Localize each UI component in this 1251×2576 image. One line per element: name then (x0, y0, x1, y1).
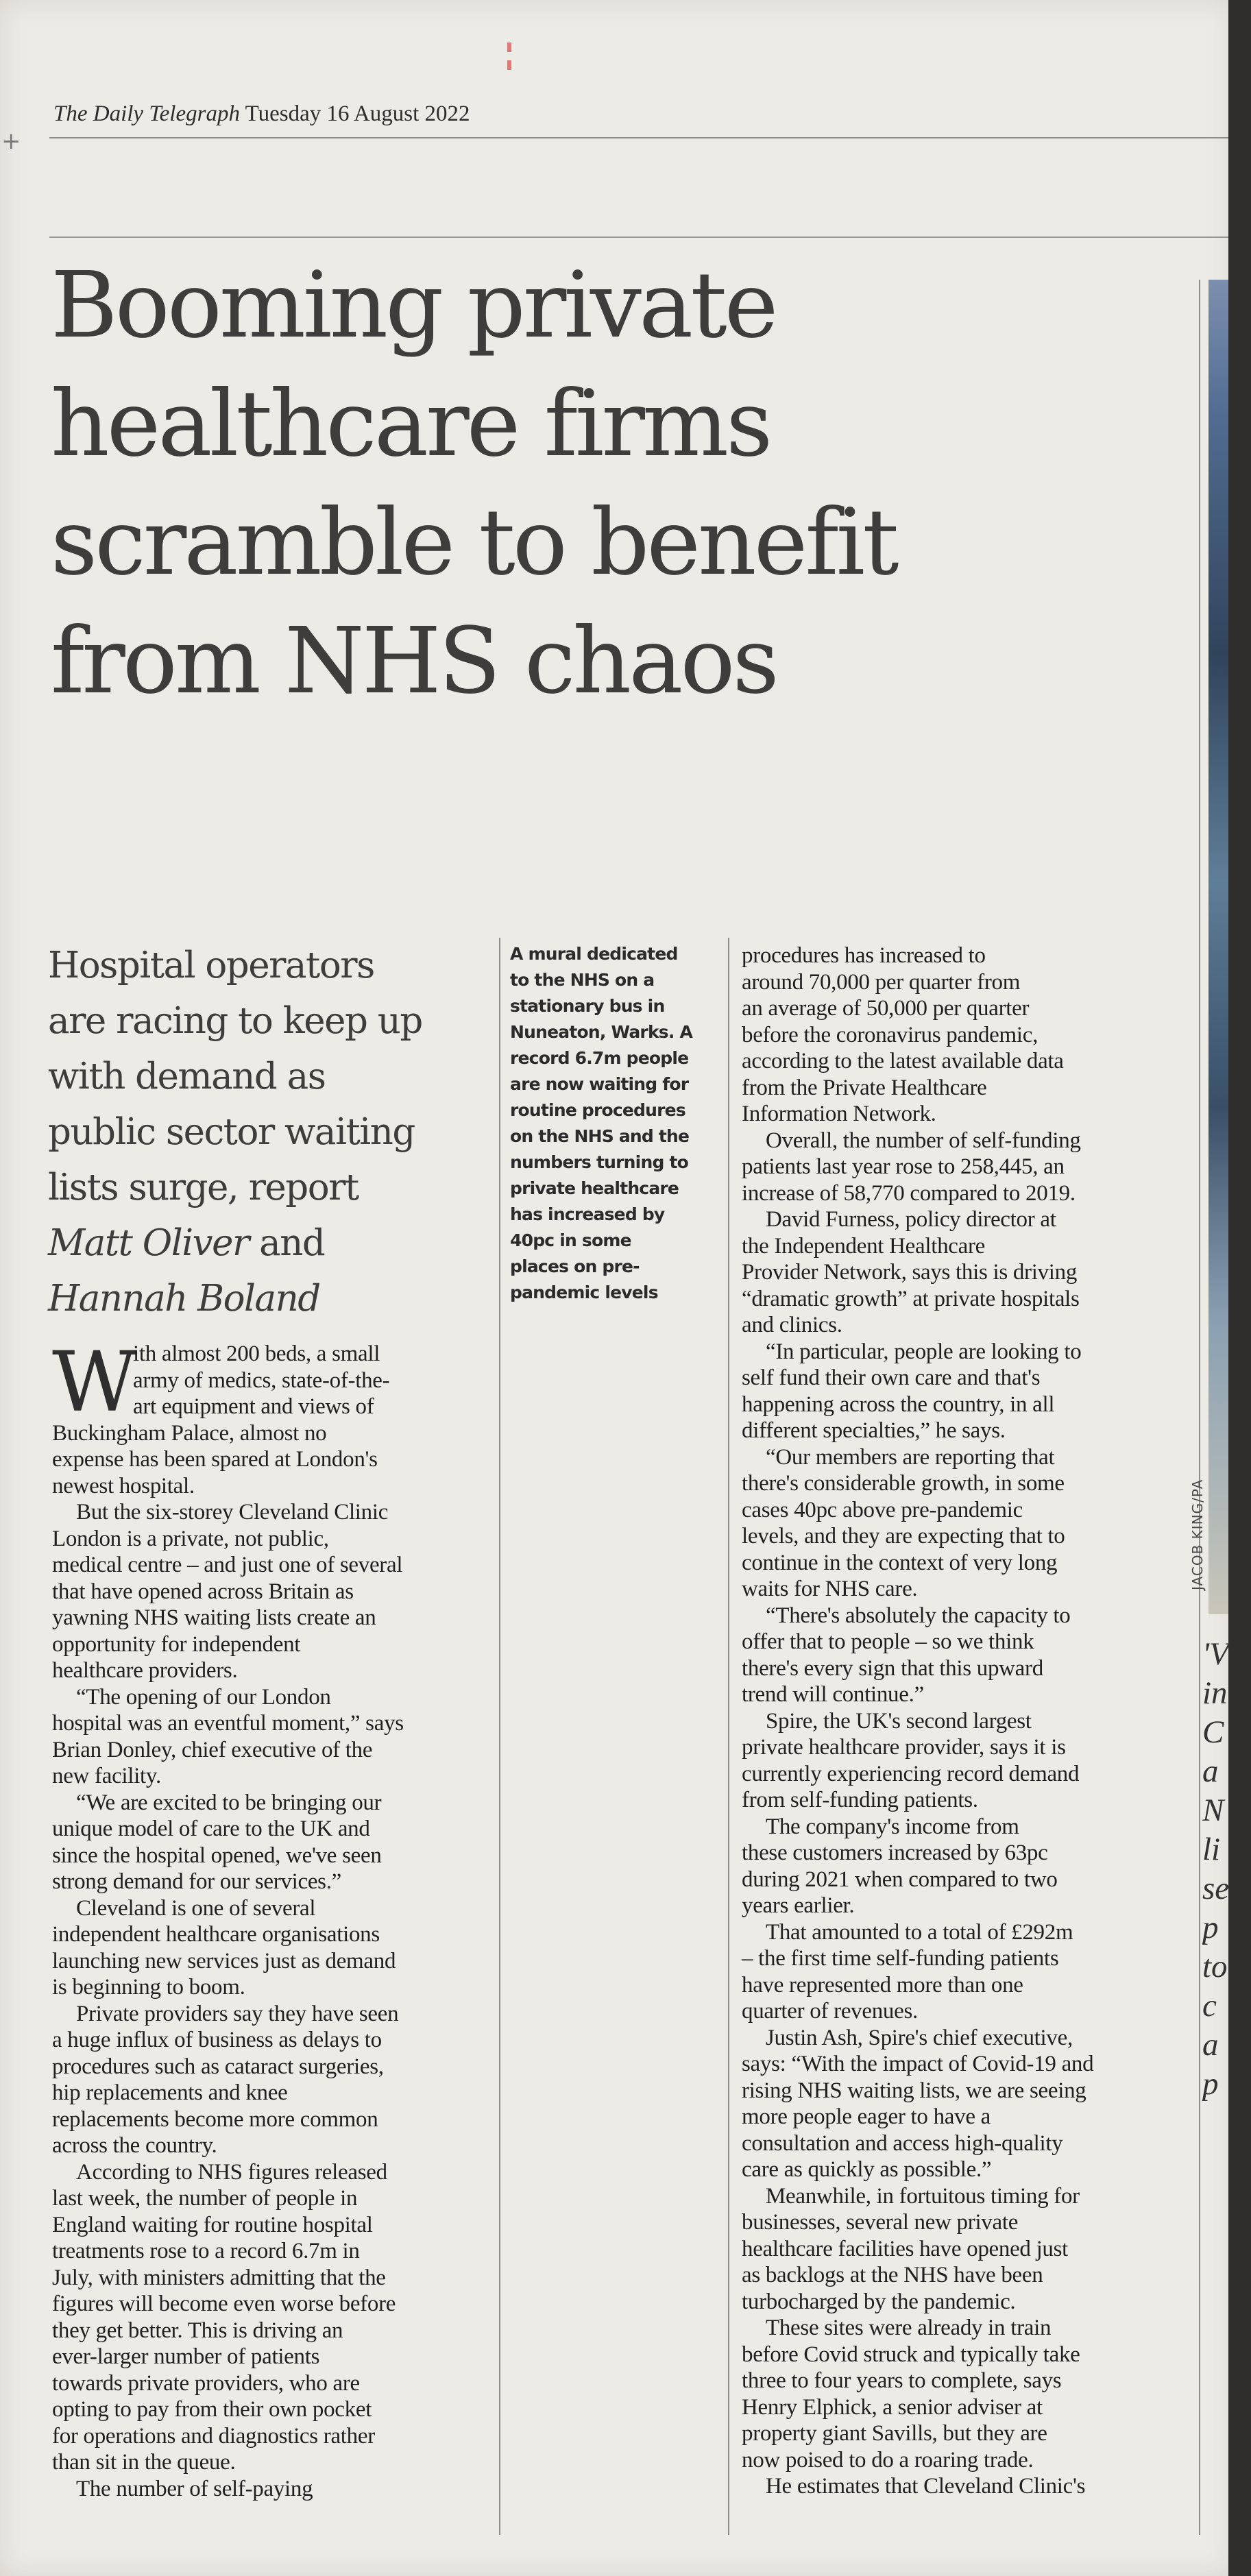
fragment-line: 'V (1202, 1636, 1229, 1672)
body-line: Provider Network, says this is driving (742, 1260, 1078, 1285)
body-line: newest hospital. (52, 1473, 195, 1498)
body-line: That amounted to a total of £292m (766, 1919, 1073, 1945)
body-line: figures will become even worse before (52, 2292, 396, 2316)
body-line: “Our members are reporting that (766, 1444, 1055, 1470)
body-line: consultation and access high-quality (742, 2130, 1063, 2156)
byline-conjunction: and (259, 1222, 325, 1264)
body-line: treatments rose to a record 6.7m in (52, 2239, 360, 2263)
body-line: strong demand for our services.” (52, 1869, 342, 1894)
body-line: continue in the context of very long (742, 1550, 1058, 1575)
body-line: that have opened across Britain as (52, 1579, 354, 1604)
body-line: Meanwhile, in fortuitous timing for (766, 2183, 1080, 2209)
body-line: opting to pay from their own pocket (52, 2397, 372, 2422)
fragment-line: c (1202, 1988, 1217, 2024)
body-line: “We are excited to be bringing our (76, 1790, 382, 1815)
body-line: says: “With the impact of Covid-19 and (742, 2052, 1094, 2076)
body-line: there's considerable growth, in some (742, 1471, 1065, 1496)
body-line: and clinics. (742, 1313, 842, 1337)
standfirst (48, 938, 487, 1326)
drop-cap: W (52, 1334, 138, 1431)
body-line: healthcare facilities have opened just (742, 2236, 1069, 2261)
body-line: procedures has increased to (742, 943, 986, 968)
masthead-date: Tuesday 16 August 2022 (245, 101, 470, 126)
body-line: happening across the country, in all (742, 1392, 1055, 1417)
fragment-line: p (1202, 1910, 1219, 1945)
caption-line: A mural dedicated (510, 944, 678, 964)
body-line: during 2021 when compared to two (742, 1867, 1058, 1892)
body-line: according to the latest available data (742, 1049, 1064, 1073)
body-line: “dramatic growth” at private hospitals (742, 1286, 1080, 1311)
body-line: The number of self-paying (76, 2476, 313, 2501)
column-rule (728, 938, 729, 2535)
body-line: cases 40pc above pre-pandemic (742, 1497, 1023, 1522)
body-line: now poised to do a roaring trade. (742, 2447, 1034, 2472)
body-line: property giant Savills, but they are (742, 2421, 1047, 2446)
body-line: years earlier. (742, 1893, 855, 1918)
fragment-line: C (1202, 1714, 1224, 1750)
photo-caption (510, 941, 719, 1306)
fragment-line: N (1202, 1793, 1224, 1828)
fragment-line: to (1202, 1949, 1228, 1984)
body-line: a huge influx of business as delays to (52, 2028, 382, 2052)
body-line: as backlogs at the NHS have been (742, 2263, 1043, 2287)
body-line: they get better. This is driving an (52, 2318, 343, 2343)
caption-line: to the NHS on a (510, 970, 655, 990)
body-line: art equipment and views of (133, 1394, 374, 1419)
body-line: ever-larger number of patients (52, 2344, 320, 2369)
body-line: is beginning to boom. (52, 1975, 245, 2000)
caption-line: record 6.7m people (510, 1048, 689, 1068)
body-line: “The opening of our London (76, 1684, 331, 1710)
body-line: levels, and they are expecting that to (742, 1524, 1065, 1548)
body-line: around 70,000 per quarter from (742, 969, 1021, 995)
body-line: three to four years to complete, says (742, 2368, 1062, 2393)
photo-edge (1209, 280, 1228, 1614)
body-line: Information Network. (742, 1102, 936, 1126)
caption-line: has increased by (510, 1204, 665, 1224)
adjacent-article-fragment (1202, 1635, 1230, 2104)
body-line: Henry Elphick, a senior adviser at (742, 2394, 1043, 2420)
body-line: medical centre – and just one of several (52, 1553, 403, 1577)
body-line: replacements become more common (52, 2106, 378, 2132)
fragment-line: a (1202, 1753, 1219, 1789)
body-line: an average of 50,000 per quarter (742, 996, 1030, 1021)
body-line: unique model of care to the UK and (52, 1816, 370, 1841)
body-line: Brian Donley, chief executive of the (52, 1737, 373, 1762)
body-line: Spire, the UK's second largest (766, 1708, 1032, 1734)
body-line: Cleveland is one of several (76, 1895, 316, 1921)
body-line: these customers increased by 63pc (742, 1840, 1048, 1865)
body-line: These sites were already in train (766, 2316, 1052, 2340)
photo-credit: JACOB KING/PA (1189, 1479, 1206, 1590)
crop-mark-icon: + (1, 127, 21, 155)
article-column-2 (742, 943, 1180, 2500)
body-line: more people eager to have a (742, 2104, 991, 2129)
caption-line: are now waiting for (510, 1074, 689, 1094)
body-line: London is a private, not public, (52, 1526, 329, 1551)
body-line: private healthcare provider, says it is (742, 1735, 1066, 1760)
masthead-rule (49, 137, 1228, 138)
caption-line: on the NHS and the (510, 1126, 690, 1146)
body-line: new facility. (52, 1764, 161, 1788)
body-line: “There's absolutely the capacity to (766, 1603, 1071, 1628)
body-line: But the six-storey Cleveland Clinic (76, 1500, 389, 1524)
body-line: army of medics, state-of-the- (133, 1368, 390, 1393)
body-line: ith almost 200 beds, a small (133, 1341, 380, 1366)
article-column-1 (52, 1334, 491, 2502)
fragment-line: a (1202, 2027, 1219, 2063)
body-line: Justin Ash, Spire's chief executive, (766, 2025, 1073, 2050)
fragment-line: se (1202, 1871, 1230, 1906)
body-line: patients last year rose to 258,445, an (742, 1154, 1065, 1179)
headline-line: healthcare firms (51, 372, 770, 477)
body-line: quarter of revenues. (742, 1999, 918, 2024)
body-line: The company's income from (766, 1814, 1019, 1839)
body-line: David Furness, policy director at (766, 1207, 1056, 1232)
headline-line: Booming private (51, 253, 776, 359)
body-line: from self-funding patients. (742, 1788, 978, 1812)
body-line: England waiting for routine hospital (52, 2212, 373, 2237)
standfirst-line: are racing to keep up (48, 1000, 422, 1042)
fragment-line: p (1202, 2066, 1219, 2102)
body-line: from the Private Healthcare (742, 1075, 987, 1100)
standfirst-line: Hospital operators (48, 945, 374, 986)
body-line: opportunity for independent (52, 1631, 301, 1657)
body-line: independent healthcare organisations (52, 1922, 380, 1947)
body-line: hip replacements and knee (52, 2080, 288, 2105)
body-line: procedures such as cataract surgeries, (52, 2054, 384, 2079)
body-line: He estimates that Cleveland Clinic's (766, 2474, 1086, 2499)
scanner-edge (1228, 0, 1251, 2576)
caption-line: numbers turning to (510, 1152, 688, 1172)
standfirst-line: with demand as (48, 1056, 326, 1097)
body-line: Private providers say they have seen (76, 2001, 399, 2026)
caption-line: 40pc in some (510, 1230, 631, 1250)
headline-line: from NHS chaos (51, 609, 777, 714)
body-line: healthcare providers. (52, 1658, 238, 1683)
masthead (53, 101, 470, 127)
standfirst-line: public sector waiting (48, 1111, 415, 1153)
caption-line: stationary bus in (510, 996, 665, 1016)
body-line: – the first time self-funding patients (742, 1946, 1059, 1971)
body-line: offer that to people – so we think (742, 1629, 1034, 1654)
headline-line: scramble to benefit (51, 490, 897, 596)
body-line: rising NHS waiting lists, we are seeing (742, 2078, 1086, 2103)
body-line: turbocharged by the pandemic. (742, 2289, 1016, 2314)
standfirst-line: lists surge, report (48, 1167, 359, 1208)
body-line: increase of 58,770 compared to 2019. (742, 1180, 1076, 1206)
caption-line: private healthcare (510, 1178, 679, 1198)
body-line: Buckingham Palace, almost no (52, 1420, 327, 1446)
masthead-paper-name: The Daily Telegraph (53, 101, 240, 126)
byline-line (48, 1215, 487, 1271)
body-line: last week, the number of people in (52, 2186, 358, 2211)
caption-line: places on pre- (510, 1256, 640, 1276)
body-line: there's every sign that this upward (742, 1655, 1043, 1681)
body-line: before Covid struck and typically take (742, 2342, 1080, 2367)
caption-line: routine procedures (510, 1100, 685, 1120)
body-line: According to NHS figures released (76, 2159, 387, 2185)
body-line: than sit in the queue. (52, 2450, 236, 2475)
print-registration-mark (507, 42, 511, 70)
column-rule (1199, 280, 1200, 2535)
body-line: July, with ministers admitting that the (52, 2265, 386, 2290)
body-line: for operations and diagnostics rather (52, 2423, 375, 2449)
caption-line: Nuneaton, Warks. A (510, 1022, 693, 1042)
fragment-line: in (1202, 1675, 1228, 1711)
caption-line: pandemic levels (510, 1283, 658, 1302)
headline-top-rule (49, 236, 1228, 238)
body-line: towards private providers, who are (52, 2370, 360, 2396)
fragment-line: li (1202, 1832, 1221, 1867)
body-line: across the country. (52, 2133, 217, 2158)
body-line: waits for NHS care. (742, 1577, 918, 1601)
body-line: expense has been spared at London's (52, 1447, 378, 1472)
body-line: different specialties,” he says. (742, 1418, 1006, 1443)
column-rule (499, 938, 500, 2535)
body-line: trend will continue.” (742, 1682, 924, 1707)
body-line: self fund their own care and that's (742, 1365, 1041, 1390)
body-line: care as quickly as possible.” (742, 2157, 992, 2182)
body-line: since the hospital opened, we've seen (52, 1843, 382, 1868)
byline-author: Hannah Boland (48, 1278, 320, 1320)
body-line: businesses, several new private (742, 2210, 1019, 2235)
body-line: the Independent Healthcare (742, 1233, 986, 1259)
body-line: Overall, the number of self-funding (766, 1128, 1081, 1153)
body-line: hospital was an eventful moment,” says (52, 1711, 404, 1736)
byline-author: Matt Oliver (48, 1222, 249, 1264)
body-line: yawning NHS waiting lists create an (52, 1605, 376, 1630)
body-line: currently experiencing record demand (742, 1761, 1080, 1786)
body-line: “In particular, people are looking to (766, 1339, 1082, 1364)
body-line: launching new services just as demand (52, 1948, 396, 1973)
body-line: have represented more than one (742, 1972, 1023, 1997)
body-line: before the coronavirus pandemic, (742, 1022, 1039, 1047)
headline (51, 247, 1202, 721)
